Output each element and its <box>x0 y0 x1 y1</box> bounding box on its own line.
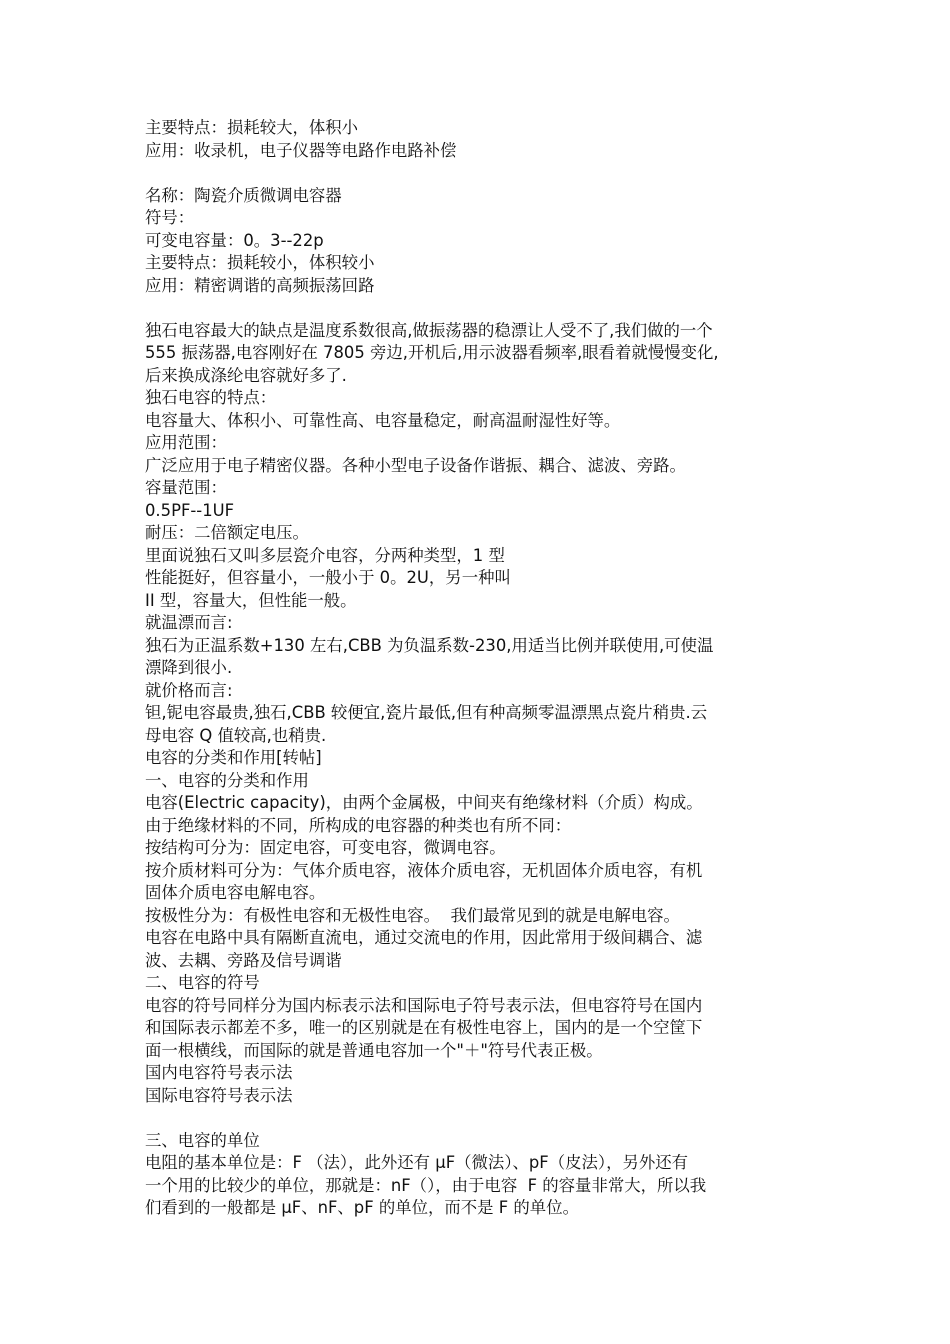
text-line: 们看到的一般都是 μF、nF、pF 的单位，而不是 F 的单位。 <box>145 1198 579 1217</box>
text-line: 耐压：二倍额定电压。 <box>145 523 309 542</box>
text-line: 电容的分类和作用[转帖] <box>145 748 322 767</box>
text-line: II 型，容量大，但性能一般。 <box>145 590 357 610</box>
text-line: 母电容 Q 值较高,也稍贵. <box>145 725 327 745</box>
text-line: 555 振荡器,电容刚好在 7805 旁边,开机后,用示波器看频率,眼看着就慢慢变化, <box>145 343 719 362</box>
text-line: 符号： <box>145 208 195 227</box>
text-line: 电容在电路中具有隔断直流电，通过交流电的作用，因此常用于级间耦合、滤 <box>145 928 703 947</box>
blank-line <box>145 297 810 320</box>
document-body <box>145 117 810 1220</box>
text-line: 由于绝缘材料的不同，所构成的电容器的种类也有所不同： <box>145 815 572 835</box>
text-line: 可变电容量：0。3--22p <box>145 230 324 250</box>
text-line: 漂降到很小. <box>145 658 233 677</box>
text-line: 应用：精密调谐的高频振荡回路 <box>145 275 375 295</box>
text-line: 性能挺好，但容量小，一般小于 0。2U，另一种叫 <box>145 568 511 587</box>
blank-line <box>145 1107 810 1130</box>
text-line: 广泛应用于电子精密仪器。各种小型电子设备作谐振、耦合、滤波、旁路。 <box>145 455 686 475</box>
text-line: 固体介质电容电解电容。 <box>145 883 326 902</box>
text-line: 独石为正温系数+130 左右,CBB 为负温系数-230,用适当比例并联使用,可使温 <box>145 635 714 655</box>
text-line: 就温漂而言: <box>145 613 233 632</box>
text-line: 容量范围： <box>145 478 227 497</box>
text-line: 独石电容的特点： <box>145 388 277 407</box>
blank-line <box>145 162 810 185</box>
text-line: 二、电容的符号 <box>145 973 260 992</box>
text-line: 按极性分为：有极性电容和无极性电容。 我们最常见到的就是电解电容。 <box>145 905 680 925</box>
text-line: 电容的符号同样分为国内标表示法和国际电子符号表示法，但电容符号在国内 <box>145 995 703 1015</box>
text-line: 应用范围： <box>145 433 227 452</box>
text-line: 一、电容的分类和作用 <box>145 770 309 790</box>
text-line: 一个用的比较少的单位，那就是：nF（），由于电容 F 的容量非常大，所以我 <box>145 1175 707 1195</box>
text-line: 电容量大、体积小、可靠性高、电容量稳定，耐高温耐湿性好等。 <box>145 410 621 430</box>
text-line: 和国际表示都差不多，唯一的区别就是在有极性电容上，国内的是一个空筐下 <box>145 1018 703 1037</box>
text-line: 应用：收录机，电子仪器等电路作电路补偿 <box>145 140 457 160</box>
text-line: 面一根横线，而国际的就是普通电容加一个"＋"符号代表正极。 <box>145 1040 603 1060</box>
text-line: 独石电容最大的缺点是温度系数很高,做振荡器的稳漂让人受不了,我们做的一个 <box>145 320 713 340</box>
text-line: 电阻的基本单位是：F （法），此外还有 μF（微法）、pF（皮法），另外还有 <box>145 1153 689 1172</box>
text-line: 后来换成涤纶电容就好多了. <box>145 365 347 385</box>
text-line: 主要特点：损耗较小，体积较小 <box>145 253 375 272</box>
text-line: 三、电容的单位 <box>145 1130 260 1150</box>
text-line: 按结构可分为：固定电容，可变电容，微调电容。 <box>145 838 506 857</box>
text-line: 按介质材料可分为：气体介质电容，液体介质电容，无机固体介质电容，有机 <box>145 860 703 880</box>
text-line: 国内电容符号表示法 <box>145 1063 293 1082</box>
text-line: 钽,铌电容最贵,独石,CBB 较便宜,瓷片最低,但有种高频零温漂黑点瓷片稍贵.云 <box>145 703 708 722</box>
text-line: 就价格而言: <box>145 680 233 700</box>
text-line: 名称：陶瓷介质微调电容器 <box>145 185 342 205</box>
text-line: 国际电容符号表示法 <box>145 1085 293 1105</box>
text-line: 电容(Electric capacity)，由两个金属极，中间夹有绝缘材料（介质）构成。 <box>145 793 703 812</box>
text-line: 0.5PF--1UF <box>145 500 235 520</box>
text-line: 波、去耦、旁路及信号调谐 <box>145 950 342 970</box>
text-line: 里面说独石又叫多层瓷介电容，分两种类型，1 型 <box>145 545 505 565</box>
text-line: 主要特点：损耗较大，体积小 <box>145 118 359 137</box>
